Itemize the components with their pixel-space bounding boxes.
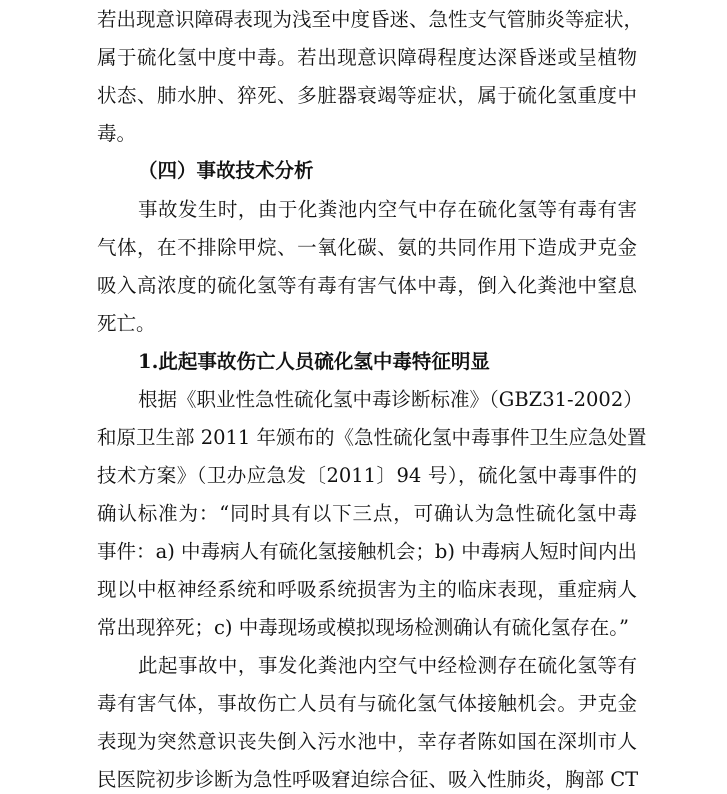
paragraph-2-line-2: 气体，在不排除甲烷、一氧化碳、氨的共同作用下造成尹克金 bbox=[97, 236, 637, 259]
paragraph-4-line-1: 此起事故中，事发化粪池内空气中经检测存在硫化氢等有 bbox=[138, 654, 637, 677]
paragraph-3-line-1: 根据《职业性急性硫化氢中毒诊断标准》（GBZ31-2002） bbox=[138, 388, 643, 411]
paragraph-4-line-3: 表现为突然意识丧失倒入污水池中，幸存者陈如国在深圳市人 bbox=[97, 730, 637, 753]
paragraph-3-line-6: 现以中枢神经系统和呼吸系统损害为主的临床表现，重症病人 bbox=[97, 578, 637, 601]
paragraph-1-line-3: 状态、肺水肿、猝死、多脏器衰竭等症状，属于硫化氢重度中 bbox=[97, 84, 637, 107]
paragraph-2-line-1: 事故发生时，由于化粪池内空气中存在硫化氢等有毒有害 bbox=[138, 198, 637, 221]
section-heading: （四）事故技术分析 bbox=[138, 159, 314, 182]
paragraph-3-line-7: 常出现猝死；c) 中毒现场或模拟现场检测确认有硫化氢存在。” bbox=[97, 616, 629, 639]
paragraph-1-line-4: 毒。 bbox=[97, 122, 137, 145]
paragraph-2-line-4: 死亡。 bbox=[97, 312, 156, 335]
item-heading: 1.此起事故伤亡人员硫化氢中毒特征明显 bbox=[138, 350, 490, 373]
paragraph-1-line-1: 若出现意识障碍表现为浅至中度昏迷、急性支气管肺炎等症状， bbox=[97, 8, 644, 31]
paragraph-4-line-4: 民医院初步诊断为急性呼吸窘迫综合征、吸入性肺炎，胸部 CT bbox=[97, 768, 639, 791]
paragraph-3-line-3: 技术方案》（卫办应急发〔2011〕94 号），硫化氢中毒事件的 bbox=[97, 464, 637, 487]
paragraph-4-line-2: 毒有害气体，事故伤亡人员有与硫化氢气体接触机会。尹克金 bbox=[97, 692, 637, 715]
paragraph-3-line-5: 事件：a) 中毒病人有硫化氢接触机会；b) 中毒病人短时间内出 bbox=[97, 540, 637, 563]
paragraph-2-line-3: 吸入高浓度的硫化氢等有毒有害气体中毒，倒入化粪池中窒息 bbox=[97, 274, 637, 297]
paragraph-3-line-4: 确认标准为：“同时具有以下三点，可确认为急性硫化氢中毒 bbox=[97, 502, 637, 525]
paragraph-3-line-2: 和原卫生部 2011 年颁布的《急性硫化氢中毒事件卫生应急处置 bbox=[97, 426, 647, 449]
paragraph-1-line-2: 属于硫化氢中度中毒。若出现意识障碍程度达深昏迷或呈植物 bbox=[97, 46, 637, 69]
